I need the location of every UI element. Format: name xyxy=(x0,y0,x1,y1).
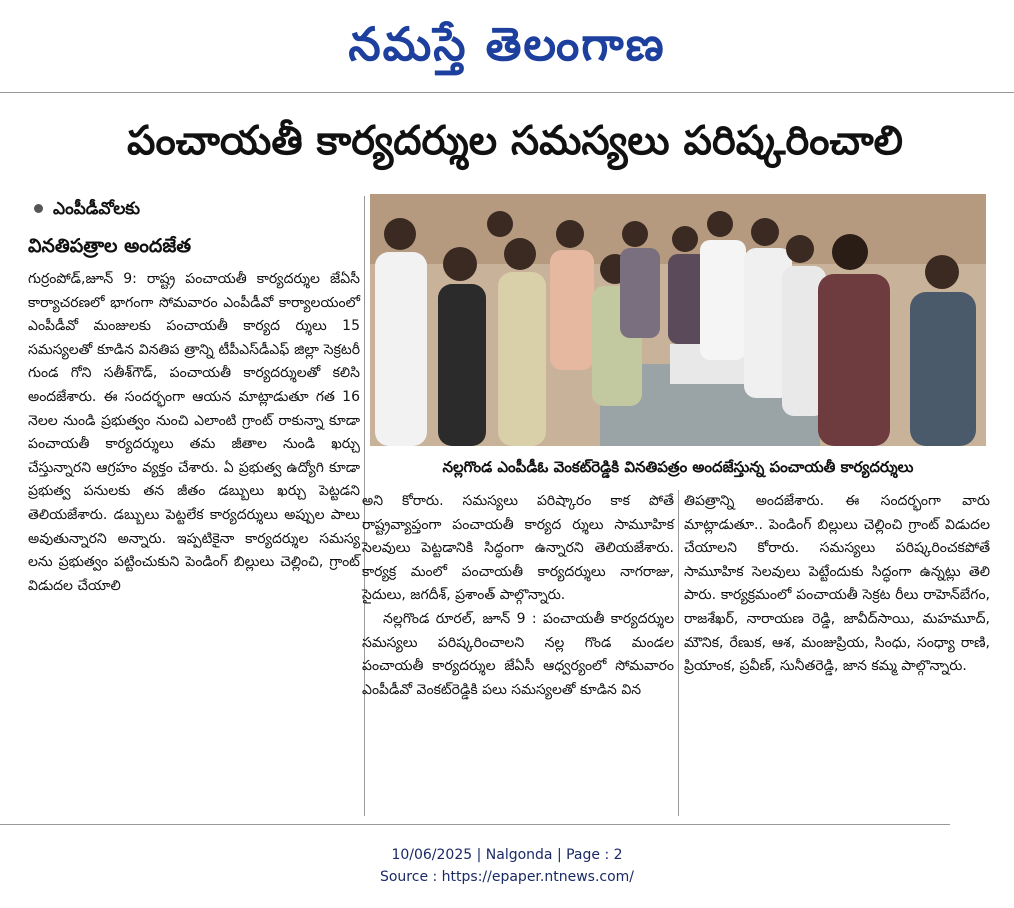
subhead-bullet xyxy=(28,196,358,222)
article-column-1 xyxy=(28,268,360,598)
subhead: వినతిపత్రాల అందజేత xyxy=(28,235,191,257)
headline: పంచాయతీ కార్యదర్శుల సమస్యలు పరిష్కరించాలి xyxy=(127,118,903,164)
divider xyxy=(0,92,1014,93)
group-photo-image xyxy=(370,194,986,446)
masthead-title: నమస్తే తెలంగాణ xyxy=(348,17,666,71)
footer-dateline: 10/06/2025 | Nalgonda | Page : 2 xyxy=(391,847,623,863)
subhead-bullet-text: ఎంపీడీవోలకు xyxy=(53,199,141,219)
article-column-3 xyxy=(684,490,990,679)
paragraph: నల్లగొండ రూరల్, జూన్ 9 : పంచాయతీ కార్యదర్శుల సమస్యలు పరిష్కరించాలని నల్ల గొండ మండల పంచాయతీ కార్యదర్శుల జేఏసీ ఆధ్వర్యంలో సోమవారం ఎంపీడీవో వెంకట్‌రెడ్డికి పలు సమస్యలతో కూడిన విన xyxy=(362,610,674,698)
paragraph: అని కోరారు. సమస్యలు పరిష్కారం కాక పోతే రాష్ట్రవ్యాప్తంగా పంచాయతీ కార్యద ర్శులు సామూహిక సెలవులు పెట్టడానికి సిద్ధంగా ఉన్నారని తెలియజేశారు. కార్యక్ర మంలో పంచాయతీ కార్యదర్శులు నాగరాజు, సైదులు, జగదీశ్, ప్రశాంత్ పాల్గొన్నారు. xyxy=(362,493,674,604)
article-column-2 xyxy=(362,490,674,702)
masthead xyxy=(0,8,1014,80)
bullet-icon xyxy=(34,204,43,213)
paragraph: తిపత్రాన్ని అందజేశారు. ఈ సందర్భంగా వారు మాట్లాడుతూ.. పెండింగ్ బిల్లులు చెల్లించి గ్రాంట్ విడుదల చేయాలని కోరారు. సమస్యలు పరిష్కరించకపోతే సామూహిక సెలవులు పెట్టేందుకు సిద్ధంగా ఉన్నట్లు తెలి పారు. కార్యక్రమంలో పంచాయతీ సెక్రట రీలు రాహెన్‌బేగం, రాజశేఖర్, నారాయణ రెడ్డి, జావీద్‌సాయి, మహమూద్, మౌనిక, రేణుక, ఆశ, మంజుప్రియ, సింధు, సంధ్యా రాణి, ప్రియాంక, ప్రవీణ్, సునీతరెడ్డి, జాన కమ్మ పాల్గొన్నారు. xyxy=(684,493,990,675)
footer-source: Source : https://epaper.ntnews.com/ xyxy=(379,869,635,885)
photo-caption: నల్లగొండ ఎంపీడీఓ వెంకట్‌రెడ్డికి వినతిపత్రం అందజేస్తున్న పంచాయతీ కార్యదర్శులు xyxy=(442,458,914,476)
divider xyxy=(0,824,950,825)
column-divider xyxy=(678,490,679,816)
news-photo xyxy=(370,194,986,446)
paragraph: గుర్రంపోడ్,జూన్ 9: రాష్ట్ర పంచాయతీ కార్యదర్శుల జేఏసీ కార్యాచరణలో భాగంగా సోమవారం ఎంపీడీవో కార్యాలయంలో ఎంపీడీవో మంజులకు పంచాయతీ కార్యద ర్శులు 15 సమస్యలతో కూడిన వినతిప త్రాన్ని టీపీఎస్‌డీఎఫ్ జిల్లా సెక్రటరీ గుండ గోని సతీశ్‌గౌడ్, పంచాయతీ కార్యదర్శులతో కలిసి అందజేశారు. ఈ సందర్భంగా ఆయన మాట్లాడుతూ గత 16 నెలల నుండి ప్రభుత్వం నుంచి ఎలాంటి గ్రాంట్ రాకున్నా కూడా పంచాయతీ కార్యదర్శులు తమ జీతాల నుండి ఖర్చు చేస్తున్నారని ఆగ్రహం వ్యక్తం చేశారు. ఏ ప్రభుత్వ ఉద్యోగి కూడా ప్రభుత్వ పనులకు తన జీతం డబ్బులు ఖర్చు పెట్టడని తెలియజేశారు. డబ్బులు పెట్టలేక కార్యదర్శులు అప్పుల పాలు అవుతున్నారని అన్నారు. ఇప్పటికైనా కార్యదర్శుల సమస్య లను ప్రభుత్వం పట్టించుకుని పెండింగ్ బిల్లులు చెల్లించి, గ్రాంట్ విడుదల చేయాలి xyxy=(28,271,360,594)
